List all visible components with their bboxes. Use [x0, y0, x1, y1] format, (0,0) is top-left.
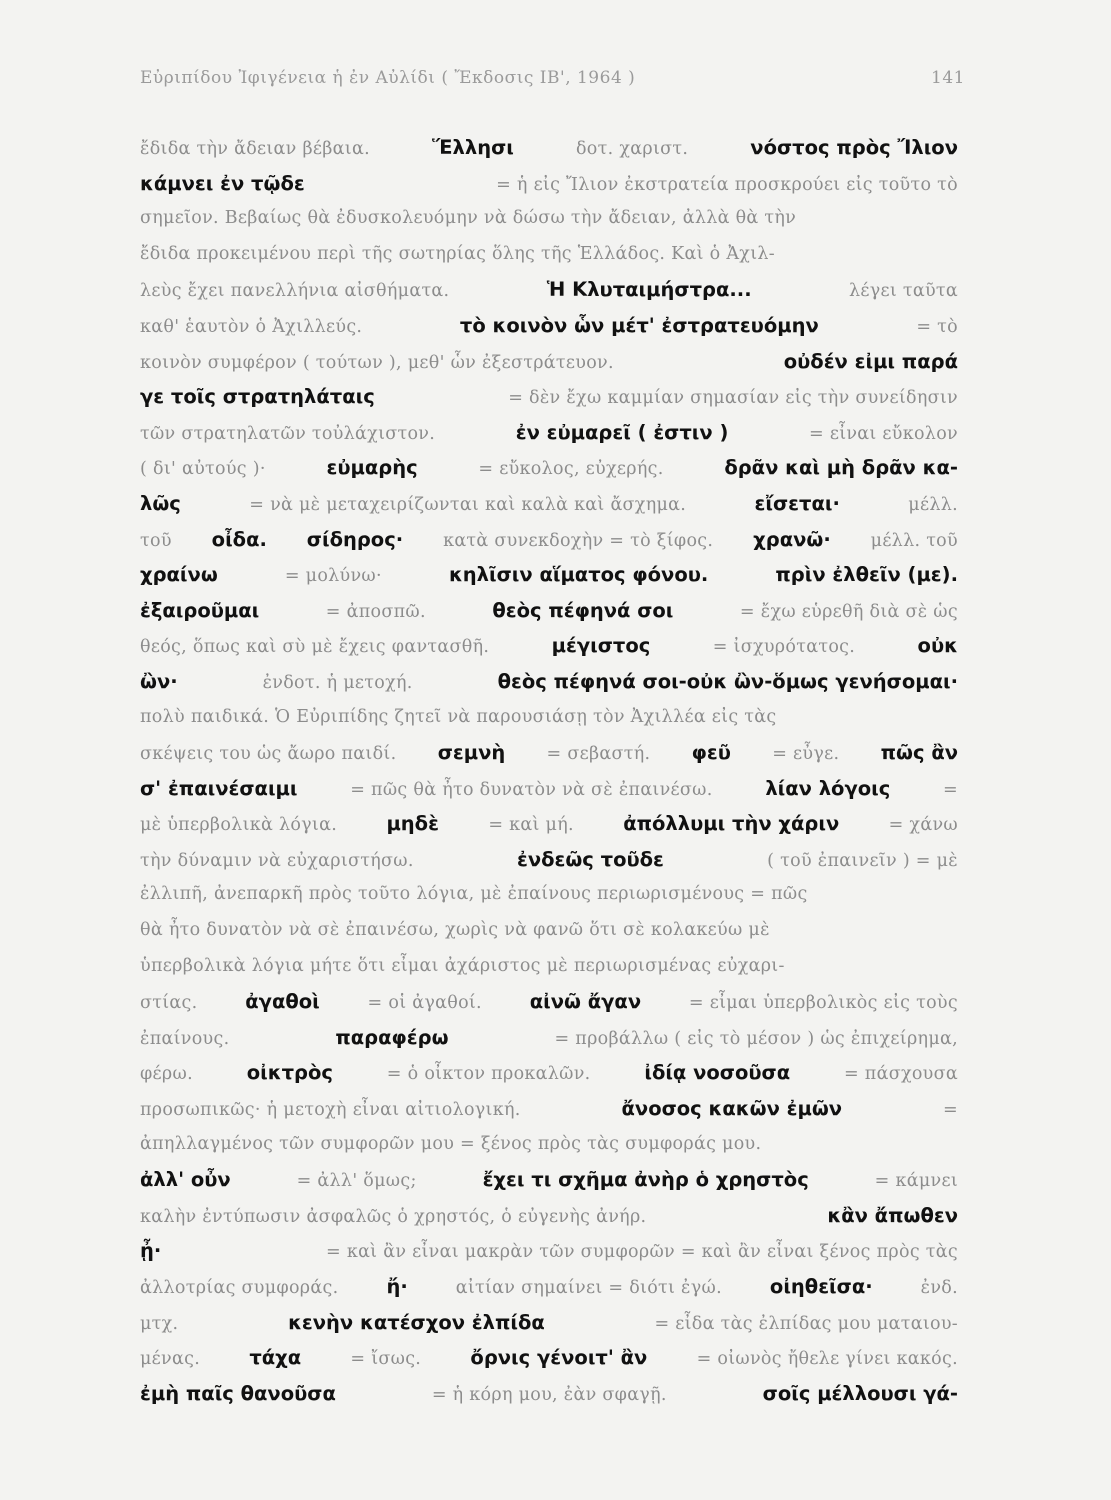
lemma-text: ἀπόλλυμι τὴν χάριν [623, 812, 840, 836]
lemma-text: σ' ἐπαινέσαιμι [140, 776, 298, 800]
gloss-text: ἔδιδα τὴν ἄδειαν βέβαια. [140, 139, 370, 159]
text-line [140, 272, 958, 308]
text-line [140, 379, 958, 415]
lemma-text: κενὴν κατέσχον ἐλπίδα [288, 1310, 545, 1334]
gloss-text: = οἱ ἀγαθοί. [367, 993, 482, 1014]
text-line [140, 1055, 958, 1091]
lemma-text: Ἕλλησι [432, 136, 514, 159]
lemma-text: ἐν εὐμαρεῖ ( ἐστιν ) [515, 420, 729, 444]
page-number: 141 [931, 68, 965, 88]
text-line [140, 1091, 958, 1127]
text-line [140, 344, 958, 380]
text-line [140, 628, 958, 664]
gloss-text: = μολύνω· [284, 566, 382, 587]
text-line [140, 1376, 958, 1412]
gloss-text: προσωπικῶς· ἡ μετοχὴ εἶναι αἰτιολογική. [140, 1100, 521, 1121]
lemma-text: εἴσεται· [754, 491, 840, 515]
text-line [140, 1340, 958, 1376]
gloss-text: τῶν στρατηλατῶν τοὐλάχιστον. [140, 423, 436, 444]
lemma-text: εὐμαρὴς [326, 456, 418, 480]
text-line [140, 130, 958, 166]
gloss-text: μέλλ. τοῦ [870, 530, 958, 551]
gloss-text: καλὴν ἐντύπωσιν ἀσφαλῶς ὁ χρηστός, ὁ εὐγενὴς ἀνήρ. [140, 1206, 647, 1227]
lemma-text: ὢν· [140, 669, 178, 693]
lemma-text: χρανῶ· [753, 527, 831, 551]
text-line [140, 984, 958, 1020]
gloss-text: στίας. [140, 993, 198, 1014]
gloss-text: λεὺς ἔχει πανελλήνια αἰσθήματα. [140, 281, 450, 302]
lemma-text: οὐκ [917, 634, 958, 658]
gloss-text: ἐλλιπῆ, ἀνεπαρκῆ πρὸς τοῦτο λόγια, μὲ ἐπαίνους περιωρισμένους = πῶς [140, 884, 808, 905]
gloss-text: κατὰ συνεκδοχὴν = τὸ ξίφος. [443, 530, 714, 551]
gloss-text: = δὲν ἔχω καμμίαν σημασίαν εἰς τὴν συνείδησιν [508, 388, 958, 409]
text-line [140, 308, 958, 344]
gloss-text: σκέψεις του ὡς ἄωρο παιδί. [140, 744, 397, 765]
text-line [140, 201, 958, 237]
gloss-text: μένας. [140, 1349, 201, 1370]
text-line [140, 450, 958, 486]
lemma-text: οἰηθεῖσα· [769, 1275, 873, 1298]
lemma-text: γε τοῖς στρατηλάταις [140, 385, 375, 409]
lemma-text: οἶδα. [211, 527, 267, 551]
gloss-text: = οἰωνὸς ἤθελε γίνει κακός. [696, 1349, 958, 1370]
gloss-text: = νὰ μὲ μεταχειρίζωνται καὶ καλὰ καὶ ἄσχημα. [249, 494, 687, 515]
gloss-text: τὴν δύναμιν νὰ εὐχαριστήσω. [140, 850, 414, 871]
text-line [140, 913, 958, 949]
lemma-text: Ἡ Κλυταιμήστρα... [546, 278, 752, 302]
text-line [140, 522, 958, 558]
gloss-text: = εἶδα τὰς ἐλπίδας μου ματαιου- [654, 1313, 958, 1334]
lemma-text: ἰδίᾳ νοσοῦσα [644, 1061, 791, 1085]
lemma-text: αἰνῶ ἄγαν [529, 990, 642, 1014]
lemma-text: μηδὲ [386, 812, 439, 836]
lemma-text: χραίνω [140, 563, 218, 587]
text-line [140, 877, 958, 913]
lemma-text: τάχα [249, 1346, 302, 1370]
gloss-text: = ἔχω εὑρεθῆ διὰ σὲ ὡς [739, 601, 958, 622]
gloss-text: = ἀποσπῶ. [325, 601, 426, 622]
commentary-text [140, 130, 958, 1411]
gloss-text: τοῦ [140, 530, 172, 551]
lemma-text: φεῦ [691, 741, 731, 765]
gloss-text: = ἰσχυρότατος. [712, 637, 856, 658]
text-line [140, 486, 958, 522]
lemma-text: λίαν λόγοις [765, 776, 891, 800]
gloss-text: καθ' ἑαυτὸν ὁ Ἀχιλλεύς. [140, 316, 363, 337]
lemma-text: ἔχει τι σχῆμα ἀνὴρ ὁ χρηστὸς [482, 1168, 809, 1192]
lemma-text: μέγιστος [551, 634, 651, 658]
text-line [140, 1162, 958, 1198]
gloss-text: θεός, ὅπως καὶ σὺ μὲ ἔχεις φαντασθῆ. [140, 637, 490, 658]
gloss-text: = ὁ οἶκτον προκαλῶν. [386, 1064, 591, 1085]
gloss-text: = πάσχουσα [843, 1064, 958, 1085]
text-line [140, 771, 958, 807]
gloss-text: = σεβαστή. [546, 744, 651, 765]
text-line [140, 1127, 958, 1163]
gloss-text: μτχ. [140, 1313, 179, 1334]
gloss-text: = τὸ [916, 316, 958, 337]
lemma-text: κάμνει ἐν τῷδε [140, 171, 305, 195]
lemma-text: θεὸς πέφηνά σοι [492, 598, 674, 622]
gloss-text: ἐνδ. [920, 1278, 958, 1298]
gloss-text: ( δι' αὐτούς )· [140, 459, 266, 480]
lemma-text: παραφέρω [335, 1025, 449, 1049]
text-line [140, 1305, 958, 1341]
gloss-text: = καὶ ἂν εἶναι μακρὰν τῶν συμφορῶν = καὶ ἂν εἶναι ξένος πρὸς τὰς [326, 1242, 958, 1263]
text-line [140, 557, 958, 593]
gloss-text: πολὺ παιδικά. Ὁ Εὐριπίδης ζητεῖ νὰ παρουσιάσῃ τὸν Ἀχιλλέα εἰς τὰς [140, 706, 777, 727]
text-line [140, 237, 958, 273]
gloss-text: θὰ ἦτο δυνατὸν νὰ σὲ ἐπαινέσω, χωρὶς νὰ φανῶ ὅτι σὲ κολακεύω μὲ [140, 920, 770, 941]
lemma-text: ἄνοσος κακῶν ἐμῶν [621, 1097, 843, 1121]
running-title: Εὐριπίδου Ἰφιγένεια ἡ ἐν Αὐλίδι ( Ἔκδοσις ΙΒ', 1964 ) [140, 68, 636, 88]
gloss-text: = κάμνει [874, 1171, 958, 1192]
lemma-text: ἐμὴ παῖς θανοῦσα [140, 1381, 336, 1405]
gloss-text: αἰτίαν σημαίνει = διότι ἐγώ. [455, 1278, 722, 1298]
text-line [140, 1198, 958, 1234]
lemma-text: ἐξαιροῦμαι [140, 598, 260, 622]
lemma-text: κηλῖσιν αἵματος φόνου. [448, 563, 709, 587]
lemma-text: νόστος πρὸς Ἴλιον [750, 136, 958, 159]
lemma-text: ἤ· [386, 1275, 408, 1298]
gloss-text: δοτ. χαριστ. [575, 139, 689, 159]
lemma-text: ὄρνις γένοιτ' ἂν [470, 1346, 648, 1370]
gloss-text: σημεῖον. Βεβαίως θὰ ἐδυσκολευόμην νὰ δώσω τὴν ἄδειαν, ἀλλὰ θὰ τὴν [140, 208, 797, 229]
gloss-text: = εὔκολος, εὐχερής. [478, 459, 664, 480]
gloss-text: ( τοῦ ἐπαινεῖν ) = μὲ [767, 850, 958, 871]
lemma-text: ἀγαθοὶ [245, 990, 320, 1014]
gloss-text: ἀπηλλαγμένος τῶν συμφορῶν μου = ξένος πρὸς τὰς συμφοράς μου. [140, 1133, 762, 1154]
gloss-text: = [943, 1100, 958, 1121]
lemma-text: πῶς ἂν [880, 741, 958, 765]
text-line [140, 806, 958, 842]
gloss-text: = ἡ κόρη μου, ἐὰν σφαγῇ. [431, 1384, 667, 1405]
text-line [140, 664, 958, 700]
gloss-text: φέρω. [140, 1064, 193, 1085]
text-line [140, 415, 958, 451]
gloss-text: = εὖγε. [772, 744, 840, 765]
gloss-text: = ἡ εἰς Ἴλιον ἐκστρατεία προσκρούει εἰς τοῦτο τὸ [496, 174, 958, 195]
lemma-text: ἀλλ' οὖν [140, 1168, 231, 1192]
text-line [140, 593, 958, 629]
text-line [140, 1020, 958, 1056]
gloss-text: = πῶς θὰ ἦτο δυνατὸν νὰ σὲ ἐπαινέσω. [350, 779, 713, 800]
gloss-text: μὲ ὑπερβολικὰ λόγια. [140, 815, 338, 836]
gloss-text: = χάνω [888, 815, 958, 836]
gloss-text: = ἀλλ' ὅμως; [296, 1171, 417, 1192]
lemma-text: οὐδέν εἰμι παρά [783, 349, 958, 373]
lemma-text: σοῖς μέλλουσι γά- [762, 1381, 958, 1405]
lemma-text: λῶς [140, 491, 181, 515]
running-header [140, 68, 965, 88]
text-line [140, 949, 958, 985]
gloss-text: ἐπαίνους. [140, 1028, 230, 1049]
lemma-text: θεὸς πέφηνά σοι-οὐκ ὢν-ὅμως γενήσομαι· [497, 669, 958, 693]
lemma-text: πρὶν ἐλθεῖν (με). [775, 563, 958, 587]
lemma-text: σίδηρος· [306, 527, 404, 551]
text-line [140, 735, 958, 771]
lemma-text: δρᾶν καὶ μὴ δρᾶν κα- [724, 456, 958, 480]
gloss-text: = καὶ μή. [488, 815, 574, 836]
lemma-text: οἰκτρὸς [246, 1061, 333, 1085]
lemma-text: ἐνδεῶς τοῦδε [516, 847, 664, 871]
gloss-text: ἀλλοτρίας συμφοράς. [140, 1278, 339, 1298]
text-line [140, 1269, 958, 1305]
lemma-text: ᾖ· [140, 1239, 162, 1263]
text-line [140, 700, 958, 736]
text-line [140, 842, 958, 878]
gloss-text: λέγει ταῦτα [848, 281, 958, 302]
gloss-text: ἐνδοτ. ἡ μετοχή. [262, 672, 413, 693]
gloss-text: μέλλ. [908, 494, 958, 515]
gloss-text: ἔδιδα προκειμένου περὶ τῆς σωτηρίας ὅλης τῆς Ἑλλάδος. Καὶ ὁ Ἀχιλ- [140, 243, 775, 264]
lemma-text: τὸ κοινὸν ὧν μέτ' ἐστρατευόμην [459, 313, 819, 337]
gloss-text: = εἶμαι ὑπερβολικὸς εἰς τοὺς [688, 993, 958, 1014]
lemma-text: σεμνὴ [437, 741, 506, 765]
text-line [140, 1233, 958, 1269]
gloss-text: = εἶναι εὔκολον [809, 423, 958, 444]
gloss-text: ὑπερβολικὰ λόγια μήτε ὅτι εἶμαι ἀχάριστος μὲ περιωρισμένας εὐχαρι- [140, 955, 785, 976]
lemma-text: κἂν ἄπωθεν [827, 1203, 958, 1227]
gloss-text: κοινὸν συμφέρον ( τούτων ), μεθ' ὧν ἐξεστράτευον. [140, 352, 614, 373]
gloss-text: = ἴσως. [350, 1349, 422, 1370]
gloss-text: = προβάλλω ( εἰς τὸ μέσον ) ὡς ἐπιχείρημα, [554, 1028, 958, 1049]
text-line [140, 166, 958, 202]
gloss-text: = [943, 779, 958, 800]
